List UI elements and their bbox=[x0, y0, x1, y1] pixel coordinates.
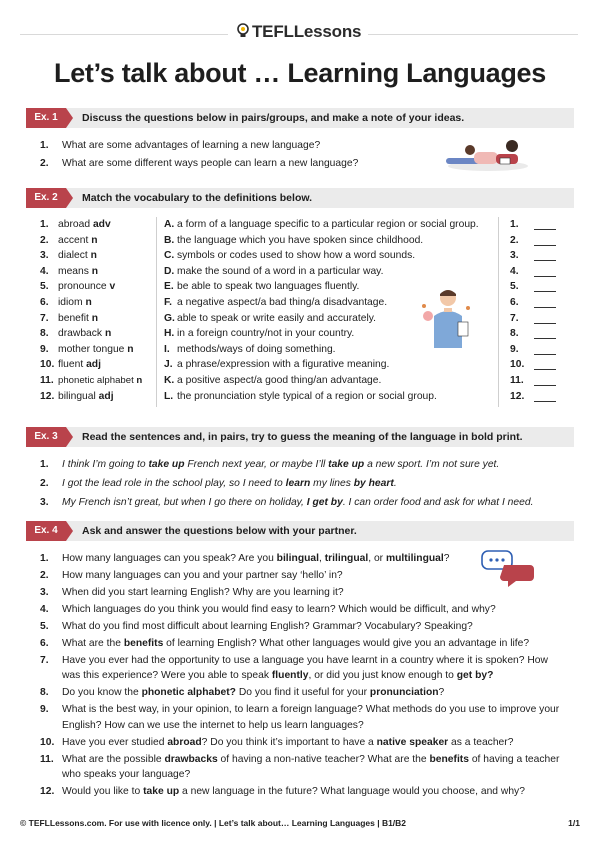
text-part: of having a non-native teacher? What are the bbox=[217, 753, 430, 765]
item-number: 5. bbox=[40, 621, 49, 632]
vocab-row bbox=[40, 264, 560, 280]
definition-letter: F. bbox=[164, 297, 173, 308]
vocab-word bbox=[58, 295, 92, 311]
vocab-word bbox=[58, 217, 111, 233]
vocab-word bbox=[58, 264, 98, 280]
header-rule-right bbox=[368, 34, 578, 35]
vocab-word bbox=[58, 357, 101, 373]
item-number: 12. bbox=[40, 786, 55, 798]
answer-blank[interactable] bbox=[534, 354, 556, 355]
vocab-row bbox=[40, 357, 560, 373]
list-item bbox=[40, 619, 567, 634]
answer-number: 3. bbox=[510, 250, 519, 262]
part-of-speech: n bbox=[91, 312, 99, 324]
answer-blank[interactable] bbox=[534, 307, 556, 308]
header-rule-left bbox=[20, 34, 228, 35]
text-part: ? Do you think it’s important to have a bbox=[201, 736, 377, 748]
answer-blank[interactable] bbox=[534, 260, 556, 261]
row-number: 3. bbox=[40, 250, 49, 262]
word-text: pronounce bbox=[58, 281, 107, 293]
vocab-row bbox=[40, 389, 560, 405]
definition-text: symbols or codes used to show how a word sounds. bbox=[177, 250, 416, 262]
row-number: 1. bbox=[40, 219, 49, 230]
row-number: 10. bbox=[40, 359, 55, 371]
text-part: , or did you just know enough to bbox=[308, 670, 457, 682]
row-number: 5. bbox=[40, 281, 49, 293]
word-text: bilingual bbox=[58, 390, 96, 402]
word-text: benefit bbox=[58, 312, 89, 324]
part-of-speech: n bbox=[127, 343, 134, 355]
page-title: Let’s talk about … Learning Languages bbox=[54, 58, 546, 88]
answer-number: 12. bbox=[510, 390, 525, 402]
part-of-speech: n bbox=[85, 297, 92, 308]
part-of-speech: n bbox=[136, 375, 143, 386]
bold-phrase: pronunciation bbox=[369, 687, 439, 699]
text-part: of learning English? What other languages would give you an advantage in life? bbox=[163, 638, 530, 649]
text-part: Do you know the bbox=[62, 687, 142, 699]
answer-blank[interactable] bbox=[534, 338, 556, 339]
definition-letter: B. bbox=[164, 234, 175, 246]
item-number: 3. bbox=[40, 587, 49, 598]
item-text: How many languages can you and your partner say ‘hello’ in? bbox=[62, 570, 343, 581]
word-text: idiom bbox=[58, 297, 83, 308]
vocab-row bbox=[40, 342, 560, 358]
definition-letter: D. bbox=[164, 265, 175, 277]
item-number: 3. bbox=[40, 497, 49, 508]
text-part: I think I’m going to bbox=[62, 459, 149, 470]
ex3-tag: Ex. 3 bbox=[26, 427, 66, 447]
definition-text: a negative aspect/a bad thing/a disadvantage. bbox=[177, 297, 388, 308]
bold-phrase: benefits bbox=[429, 753, 469, 765]
list-item bbox=[40, 455, 533, 474]
answer-number: 1. bbox=[510, 219, 519, 230]
part-of-speech: v bbox=[109, 281, 116, 293]
ex4-list bbox=[40, 551, 567, 801]
vocab-row bbox=[40, 326, 560, 342]
list-item bbox=[40, 155, 358, 173]
answer-number: 4. bbox=[510, 265, 519, 277]
bold-phrase: drawbacks bbox=[164, 753, 218, 765]
ex4-tag: Ex. 4 bbox=[26, 521, 66, 541]
vocab-word bbox=[58, 389, 114, 405]
vocab-word bbox=[58, 326, 111, 342]
text-part: . bbox=[393, 478, 397, 489]
ex2-instruction: Match the vocabulary to the definitions below. bbox=[82, 192, 313, 204]
list-item bbox=[40, 137, 358, 155]
answer-number: 10. bbox=[510, 359, 525, 371]
list-item bbox=[40, 493, 533, 512]
bold-phrase: learn bbox=[285, 478, 311, 489]
logo-lessons: Lessons bbox=[293, 22, 362, 41]
ex1-tag: Ex. 1 bbox=[26, 108, 66, 128]
definition-letter: L. bbox=[164, 390, 174, 402]
ex4-bar bbox=[26, 521, 574, 541]
ex2-bar bbox=[26, 188, 574, 208]
answer-number: 2. bbox=[510, 234, 519, 246]
part-of-speech: adv bbox=[92, 219, 111, 230]
ex3-list bbox=[40, 455, 533, 512]
word-text: mother tongue bbox=[58, 343, 125, 355]
bold-phrase: get by? bbox=[456, 670, 494, 682]
vocab-word bbox=[58, 342, 134, 358]
answer-blank[interactable] bbox=[534, 291, 556, 292]
list-item bbox=[40, 653, 567, 684]
text-part: What are the bbox=[62, 638, 124, 649]
list-item bbox=[40, 735, 567, 750]
part-of-speech: adj bbox=[86, 359, 101, 371]
definition-text: make the sound of a word in a particular way. bbox=[177, 265, 384, 277]
word-text: dialect bbox=[58, 250, 88, 262]
row-number: 12. bbox=[40, 390, 55, 402]
list-item bbox=[40, 636, 567, 651]
text-part: . I can order food and ask for what I need. bbox=[342, 497, 534, 508]
definition-text: methods/ways of doing something. bbox=[177, 343, 336, 355]
row-number: 11. bbox=[40, 375, 54, 386]
bold-phrase: I get by bbox=[306, 497, 343, 508]
answer-number: 11. bbox=[510, 375, 524, 386]
text-part: a new sport. I’m not sure yet. bbox=[364, 459, 500, 470]
tefl-logo bbox=[236, 22, 361, 42]
definition-letter: G. bbox=[164, 312, 175, 324]
text-part: , bbox=[319, 553, 325, 564]
definition-letter: J. bbox=[164, 359, 173, 371]
vocab-word bbox=[58, 279, 115, 295]
sentence bbox=[62, 459, 499, 470]
part-of-speech: n bbox=[90, 250, 97, 262]
part-of-speech: adj bbox=[98, 390, 114, 402]
text-part: ? bbox=[443, 553, 450, 564]
item-number: 2. bbox=[40, 158, 49, 169]
item-number: 6. bbox=[40, 638, 49, 649]
answer-blank[interactable] bbox=[534, 401, 556, 402]
text-part: my lines bbox=[310, 478, 354, 489]
ex2-tag: Ex. 2 bbox=[26, 188, 66, 208]
word-text: fluent bbox=[58, 359, 84, 371]
answer-blank[interactable] bbox=[534, 245, 556, 246]
answer-number: 7. bbox=[510, 312, 519, 324]
list-item bbox=[40, 568, 567, 583]
page-number: 1/1 bbox=[568, 818, 580, 828]
bold-phrase: take up bbox=[148, 459, 185, 470]
text-part: ? bbox=[438, 687, 445, 699]
definition-text: in a foreign country/not in your country. bbox=[177, 328, 355, 340]
students-reading-illustration bbox=[440, 134, 530, 176]
definition-text: a positive aspect/a good thing/an advantage. bbox=[177, 375, 382, 386]
bold-phrase: abroad bbox=[167, 736, 202, 748]
item-number: 4. bbox=[40, 604, 49, 615]
item-text: When did you start learning English? Why are you learning it? bbox=[62, 587, 344, 598]
page-footer bbox=[20, 818, 580, 828]
bold-phrase: fluently bbox=[271, 670, 309, 682]
logo-tefl: TEFL bbox=[252, 22, 294, 41]
lightbulb-icon bbox=[236, 22, 250, 40]
item-number: 1. bbox=[40, 553, 49, 564]
answer-blank[interactable] bbox=[534, 276, 556, 277]
bold-phrase: take up bbox=[143, 786, 180, 798]
answer-number: 9. bbox=[510, 343, 519, 355]
sentence bbox=[62, 497, 533, 508]
text-part: Would you like to bbox=[62, 786, 144, 798]
vocab-row bbox=[40, 279, 560, 295]
word-text: abroad bbox=[58, 219, 91, 230]
part-of-speech: n bbox=[104, 328, 112, 340]
definition-letter: C. bbox=[164, 250, 175, 262]
vocab-row bbox=[40, 295, 560, 311]
list-item bbox=[40, 585, 567, 600]
page-header bbox=[0, 18, 600, 50]
row-number: 9. bbox=[40, 343, 49, 355]
vocab-word bbox=[58, 373, 142, 389]
part-of-speech: n bbox=[91, 265, 99, 277]
list-item bbox=[40, 702, 567, 733]
ex3-bar bbox=[26, 427, 574, 447]
text-part: Have you ever studied bbox=[62, 736, 168, 748]
text-part: What are the possible bbox=[62, 753, 165, 765]
list-item bbox=[40, 474, 533, 493]
vocab-row bbox=[40, 248, 560, 264]
item-text: What is the best way, in your opinion, to learn a foreign language? What methods do you use to improve your English? How can we use the internet to help us learn languages? bbox=[62, 704, 560, 731]
word-text: phonetic alphabet bbox=[58, 375, 134, 386]
text-part: My French isn’t great, but when I go there on holiday, bbox=[62, 497, 307, 508]
row-number: 4. bbox=[40, 265, 49, 277]
ex4-instruction: Ask and answer the questions below with your partner. bbox=[82, 525, 357, 537]
bold-phrase: phonetic alphabet? bbox=[141, 687, 236, 699]
item-number: 1. bbox=[40, 140, 49, 151]
ex1-instruction: Discuss the questions below in pairs/groups, and make a note of your ideas. bbox=[82, 112, 465, 124]
item-text: What are some different ways people can learn a new language? bbox=[62, 158, 359, 169]
ex1-list bbox=[40, 137, 358, 173]
ex1-bar bbox=[26, 108, 574, 128]
text-part: I got the lead role in the school play, so I need to bbox=[62, 478, 286, 489]
footer-text: © TEFLLessons.com. For use with licence only. | Let’s talk about… Learning Languages | B1/B2 bbox=[20, 818, 407, 828]
item-number: 2. bbox=[40, 478, 49, 489]
ex3-instruction: Read the sentences and, in pairs, try to guess the meaning of the language in bold print. bbox=[82, 431, 523, 443]
definition-letter: I. bbox=[164, 343, 170, 355]
item-number: 7. bbox=[40, 655, 49, 666]
definition-letter: A. bbox=[164, 219, 175, 230]
text-part: a new language in the future? What language would you choose, and why? bbox=[179, 786, 525, 798]
item-number: 10. bbox=[40, 736, 55, 748]
sentence bbox=[62, 478, 397, 489]
row-number: 8. bbox=[40, 328, 49, 340]
answer-number: 8. bbox=[510, 328, 519, 340]
vocab-word bbox=[58, 311, 98, 327]
row-number: 6. bbox=[40, 297, 49, 308]
teacher-illustration bbox=[418, 286, 476, 352]
bold-phrase: benefits bbox=[123, 638, 164, 649]
list-item bbox=[40, 784, 567, 799]
item-text: What are some advantages of learning a new language? bbox=[62, 140, 321, 151]
vocab-row bbox=[40, 233, 560, 249]
answer-number: 5. bbox=[510, 281, 519, 293]
definition-text: able to speak or write easily and accurately. bbox=[177, 312, 376, 324]
answer-blank[interactable] bbox=[534, 323, 556, 324]
item-number: 9. bbox=[40, 704, 49, 716]
definition-text: the pronunciation style typical of a region or social group. bbox=[177, 390, 437, 402]
part-of-speech: n bbox=[91, 234, 98, 246]
bold-phrase: take up bbox=[328, 459, 365, 470]
vocab-row bbox=[40, 311, 560, 327]
text-part: Do you find it useful for your bbox=[235, 687, 370, 699]
item-text: Which languages do you think you would find easy to learn? Which would be difficult, and why? bbox=[62, 604, 496, 615]
vocab-row bbox=[40, 217, 560, 233]
bold-phrase: bilingual bbox=[276, 553, 319, 564]
answer-blank[interactable] bbox=[534, 385, 556, 386]
text-part: How many languages can you speak? Are you bbox=[62, 553, 277, 564]
text-part: French next year, or maybe I’ll bbox=[184, 459, 329, 470]
list-item bbox=[40, 752, 567, 783]
answer-blank[interactable] bbox=[534, 369, 556, 370]
item-number: 2. bbox=[40, 570, 49, 581]
vocab-word bbox=[58, 248, 97, 264]
definition-letter: E. bbox=[164, 281, 174, 293]
list-item bbox=[40, 551, 567, 566]
list-item bbox=[40, 685, 567, 700]
list-item bbox=[40, 602, 567, 617]
item-number: 11. bbox=[40, 753, 54, 765]
answer-blank[interactable] bbox=[534, 229, 556, 230]
answer-number: 6. bbox=[510, 297, 519, 308]
bold-phrase: trilingual bbox=[324, 553, 369, 564]
text-part: as a teacher? bbox=[448, 736, 514, 748]
word-text: means bbox=[58, 265, 89, 277]
definition-text: the language which you have spoken since childhood. bbox=[177, 234, 424, 246]
bold-phrase: native speaker bbox=[376, 736, 449, 748]
definition-letter: K. bbox=[164, 375, 175, 386]
definition-text: a form of a language specific to a particular region or social group. bbox=[177, 219, 479, 230]
item-number: 8. bbox=[40, 687, 49, 699]
row-number: 7. bbox=[40, 312, 49, 324]
vocab-row bbox=[40, 373, 560, 389]
item-number: 1. bbox=[40, 459, 49, 470]
text-part: of having a teacher who speaks your language? bbox=[62, 753, 560, 781]
definition-letter: H. bbox=[164, 328, 175, 340]
row-number: 2. bbox=[40, 234, 49, 246]
text-part: Have you ever had the opportunity to use a language you have learnt in a country where it is spoken? How was this experience? Were you able to speak bbox=[62, 655, 548, 682]
bold-phrase: by heart bbox=[353, 478, 394, 489]
item-text: What do you find most difficult about learning English? Grammar? Vocabulary? Speaking? bbox=[62, 621, 473, 632]
definition-text: a phrase/expression with a figurative meaning. bbox=[177, 359, 390, 371]
text-part: , or bbox=[368, 553, 386, 564]
bold-phrase: multilingual bbox=[385, 553, 444, 564]
word-text: accent bbox=[58, 234, 89, 246]
vocab-word bbox=[58, 233, 98, 249]
word-text: drawback bbox=[58, 328, 103, 340]
definition-text: be able to speak two languages fluently. bbox=[177, 281, 360, 293]
